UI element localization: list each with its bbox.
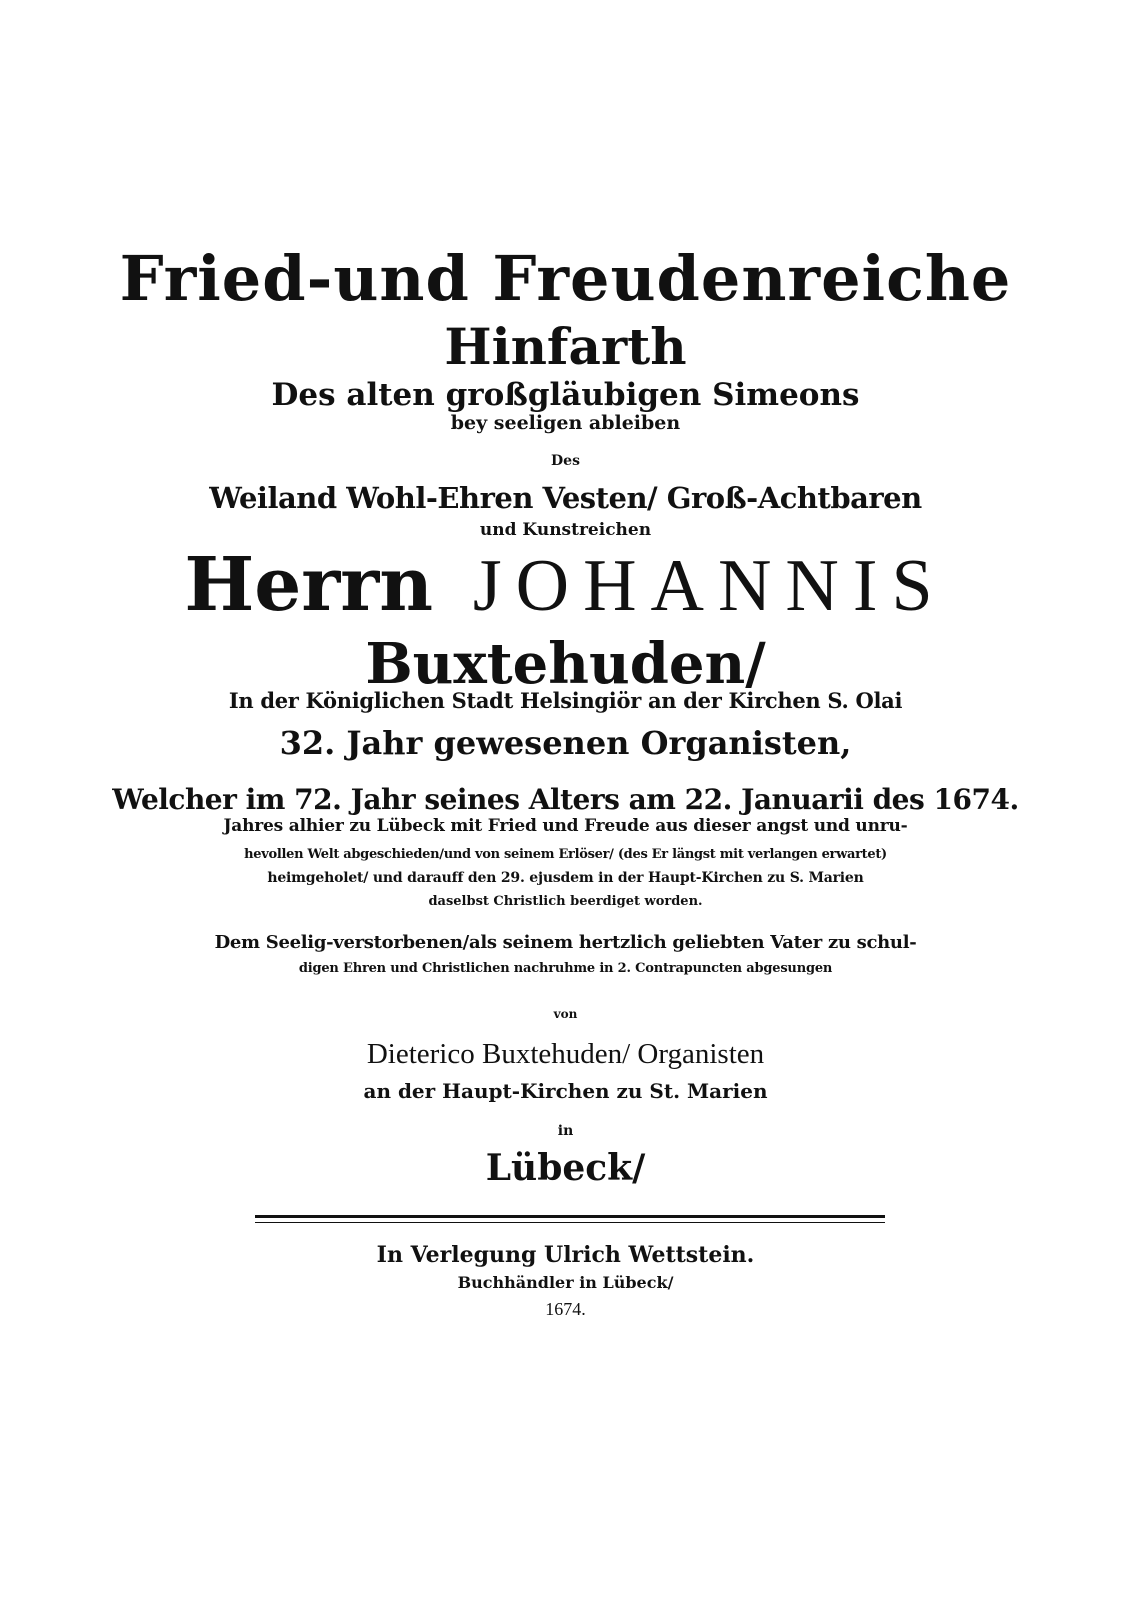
- death-line-5: daselbst Christlich beerdiget worden.: [428, 894, 703, 909]
- surname-line: Buxtehuden/: [365, 631, 766, 697]
- death-line-4: heimgeholet/ und darauff den 29. ejusdem in der Haupt-Kirchen zu S. Marien: [267, 870, 864, 886]
- divider-rule: [255, 1215, 885, 1218]
- death-line-1: Welcher im 72. Jahr seines Alters am 22. Januarii des 1674.: [112, 783, 1019, 816]
- in-line: in: [557, 1123, 574, 1139]
- dedication-line-1: Dem Seelig-verstorbenen/als seinem hertzlich geliebten Vater zu schul-: [214, 932, 917, 953]
- title-line-1: Fried-und Freudenreiche: [119, 242, 1012, 315]
- author-line-1: Dieterico Buxtehuden/ Organisten: [366, 1038, 765, 1070]
- office-line-1: In der Königlichen Stadt Helsingiör an der Kirchen S. Olai: [228, 688, 903, 713]
- office-line-2: 32. Jahr gewesenen Organisten,: [279, 724, 852, 762]
- city-line: Lübeck/: [485, 1147, 646, 1189]
- divider-rule-thin: [255, 1222, 885, 1223]
- subtitle-des: Des: [551, 453, 580, 469]
- author-line-2: an der Haupt-Kirchen zu St. Marien: [363, 1079, 768, 1103]
- name-johannis: JOHANNIS: [472, 545, 947, 627]
- von-line: von: [553, 1007, 578, 1021]
- title-line-2: Hinfarth: [444, 317, 687, 376]
- dedication-line-2: digen Ehren und Christlichen nachruhme in 2. Contrapuncten abgesungen: [298, 961, 833, 976]
- death-line-2: Jahres alhier zu Lübeck mit Fried und Freude aus dieser angst und unru-: [223, 816, 908, 836]
- imprint-year: 1674.: [545, 1299, 586, 1319]
- imprint-line-2: Buchhändler in Lübeck/: [457, 1273, 674, 1292]
- name-herrn: Herrn: [184, 542, 434, 628]
- death-line-3: hevollen Welt abgeschieden/und von seinem Erlöser/ (des Er längst mit verlangen erwartet): [244, 847, 887, 862]
- imprint-line-1: In Verlegung Ulrich Wettstein.: [376, 1242, 755, 1268]
- honorific-line-1: Weiland Wohl-Ehren Vesten/ Groß-Achtbaren: [209, 481, 922, 515]
- name-line: [0, 542, 1131, 628]
- subtitle-simeon: Des alten großgläubigen Simeons: [271, 377, 860, 413]
- honorific-line-2: und Kunstreichen: [479, 520, 652, 540]
- subtitle-ableiben: bey seeligen ableiben: [450, 412, 681, 434]
